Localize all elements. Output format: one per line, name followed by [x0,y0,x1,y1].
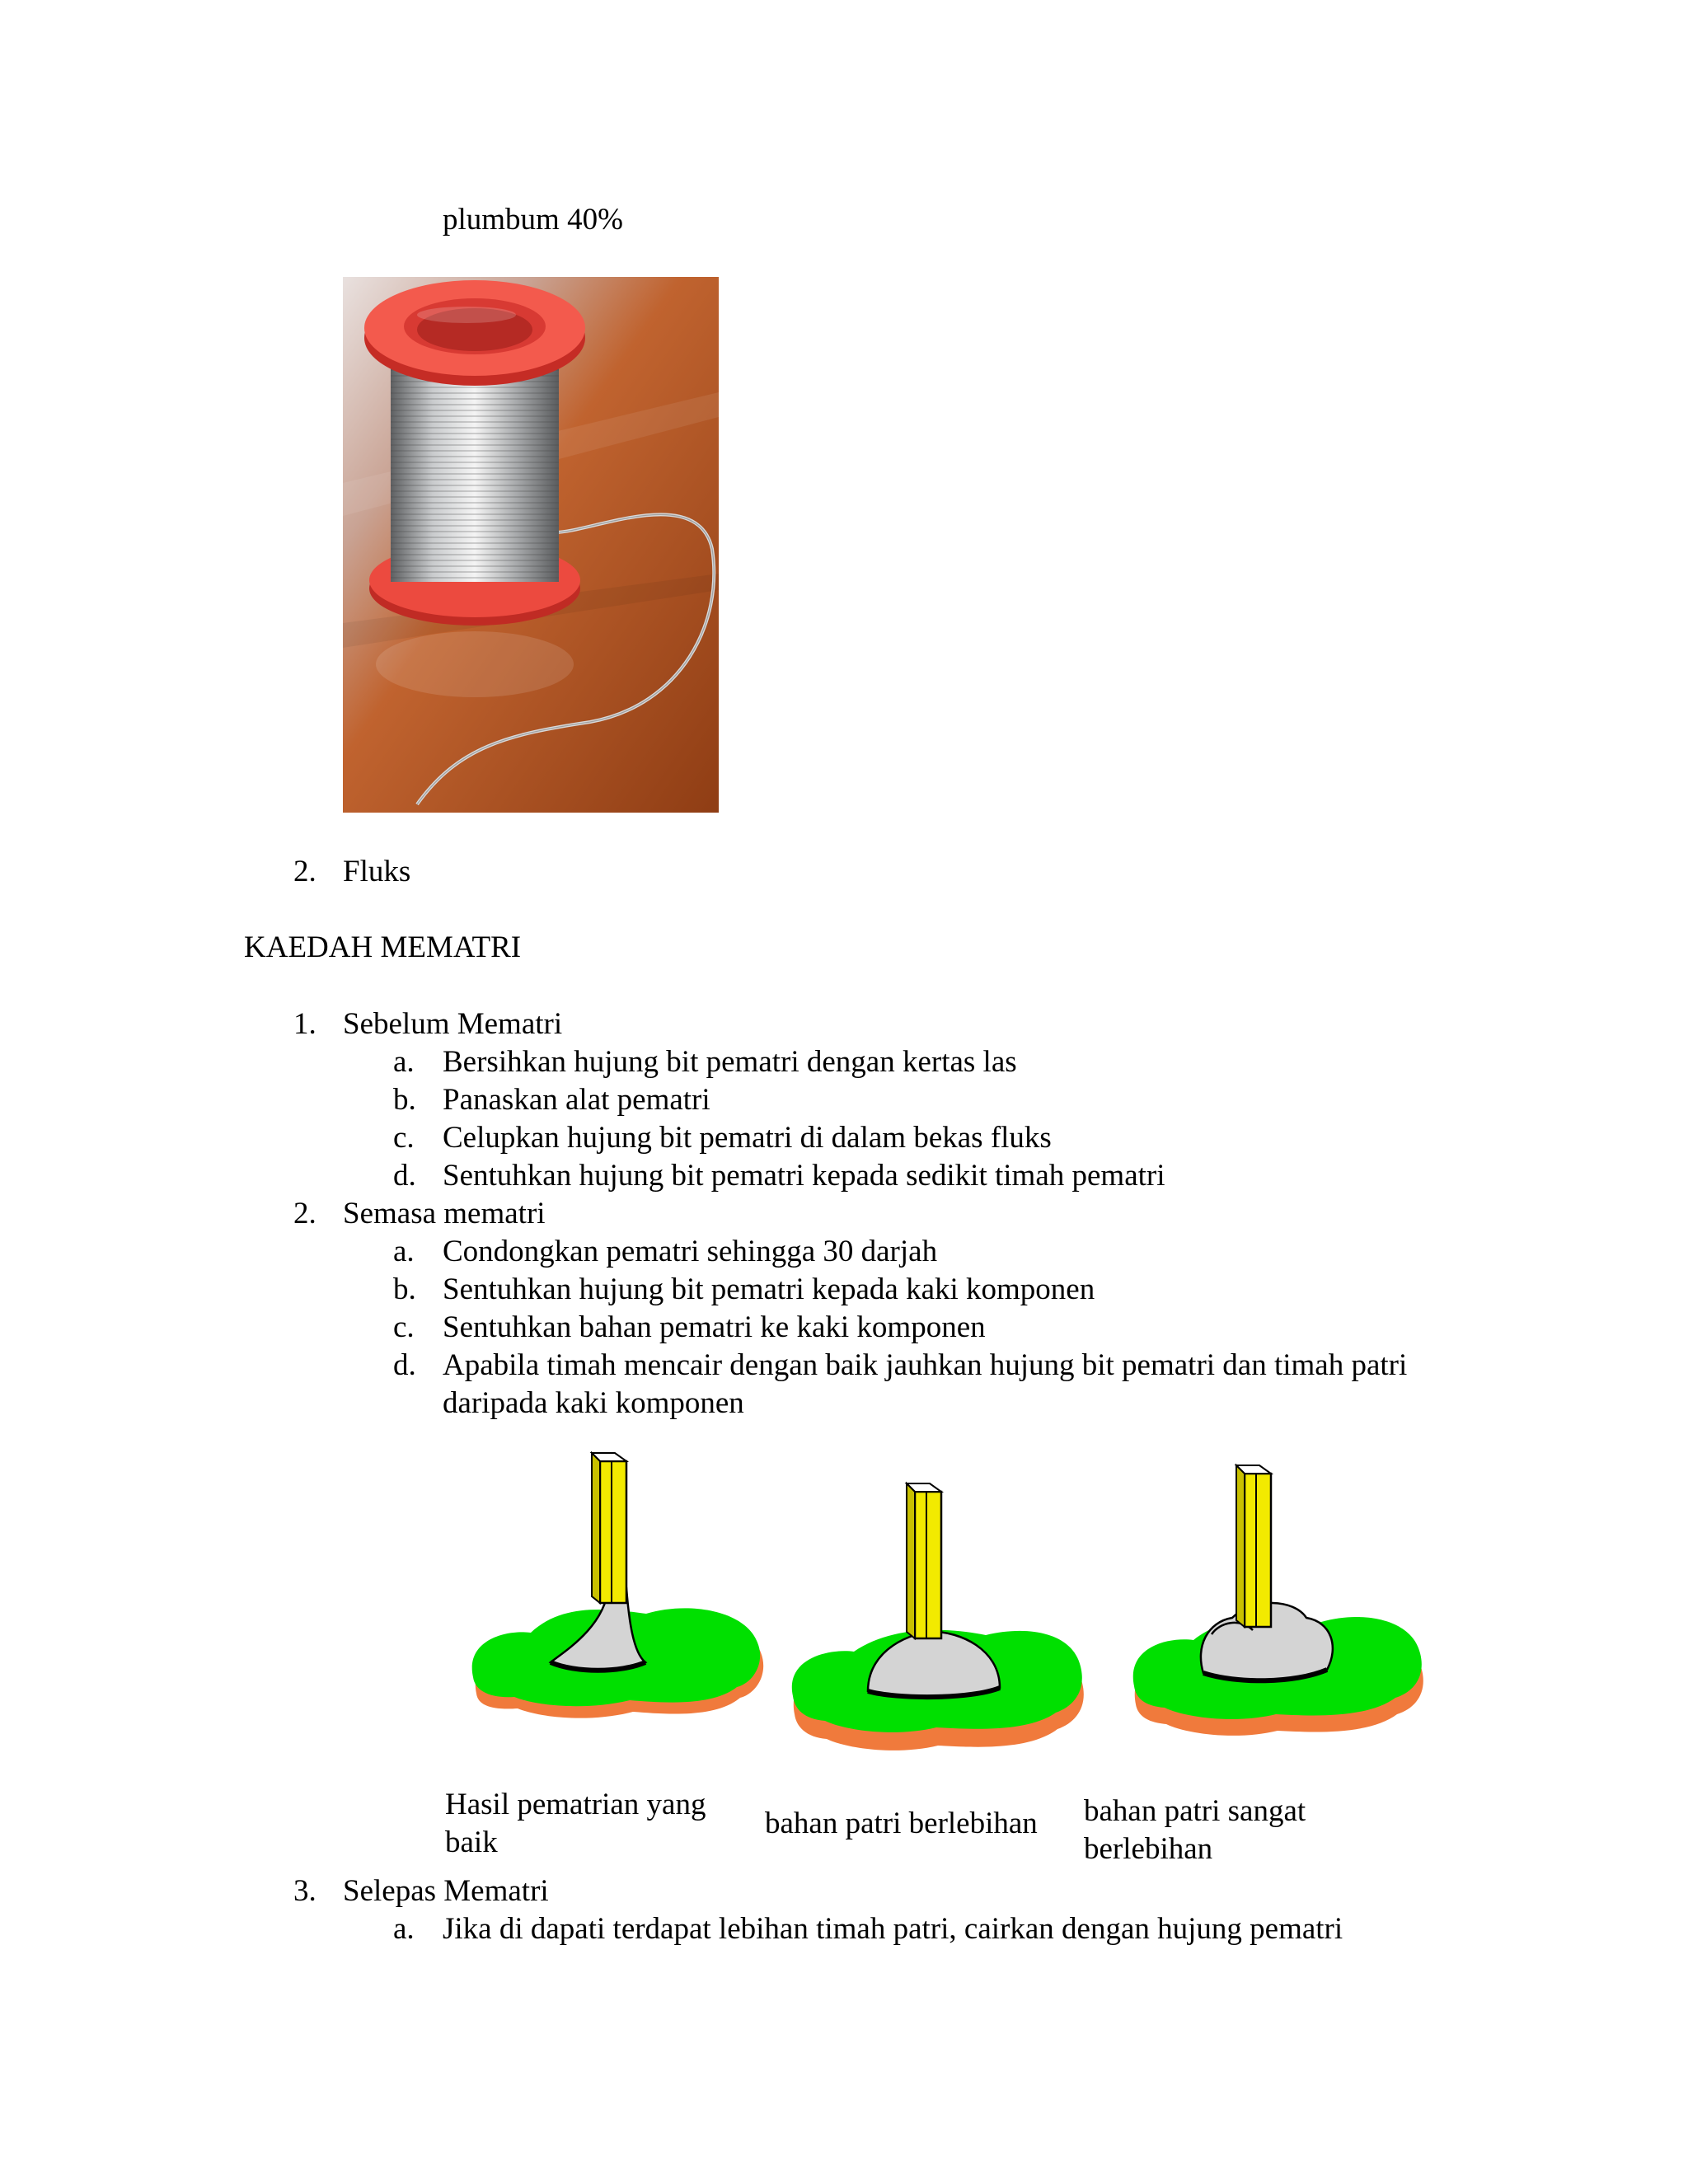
sub-letter: a. [393,1235,415,1268]
sub-letter: b. [393,1083,416,1117]
sub-item: Apabila timah mencair dengan baik jauhkan hujung bit pematri dan timah patri daripada kaki komponen [443,1348,1408,1420]
step-number: 3. [293,1874,316,1908]
sub-item: Panaskan alat pematri [443,1083,710,1117]
sub-item: Celupkan hujung bit pematri di dalam bekas fluks [443,1121,1052,1155]
sub-letter: c. [393,1310,415,1344]
figure-very-excess-solder [1129,1457,1426,1803]
sub-letter: b. [393,1272,416,1306]
sub-letter: c. [393,1121,415,1155]
step-title: Selepas Mematri [343,1874,549,1908]
sub-letter: a. [393,1912,415,1946]
step-number: 2. [293,1197,316,1230]
sub-item: Condongkan pematri sehingga 30 darjah [443,1235,938,1268]
sub-letter: a. [393,1045,415,1079]
step-title: Semasa mematri [343,1197,546,1230]
solder-spool-photo [343,277,719,813]
sub-item: Sentuhkan hujung bit pematri kepada sedikit timah pematri [443,1159,1165,1193]
sub-letter: d. [393,1159,416,1193]
caption-very-excess-solder: bahan patri sangat berlebihan [1084,1794,1306,1866]
caption-excess-solder: bahan patri berlebihan [765,1807,1038,1840]
text-plumbum: plumbum 40% [443,203,623,237]
sub-item: Bersihkan hujung bit pematri dengan kertas las [443,1045,1017,1079]
sub-item: Jika di dapati terdapat lebihan timah patri, cairkan dengan hujung pematri [443,1912,1343,1946]
figure-excess-solder [790,1475,1086,1821]
list-item-fluks: Fluks [343,855,411,888]
sub-item: Sentuhkan bahan pematri ke kaki komponen [443,1310,986,1344]
step-title: Sebelum Mematri [343,1007,563,1041]
section-heading: KAEDAH MEMATRI [244,930,522,964]
caption-good-joint: Hasil pematrian yang baik [445,1788,706,1859]
list-number-fluks: 2. [293,855,316,888]
figure-good-joint [468,1446,765,1793]
step-number: 1. [293,1007,316,1041]
sub-letter: d. [393,1348,416,1382]
sub-item: Sentuhkan hujung bit pematri kepada kaki komponen [443,1272,1095,1306]
